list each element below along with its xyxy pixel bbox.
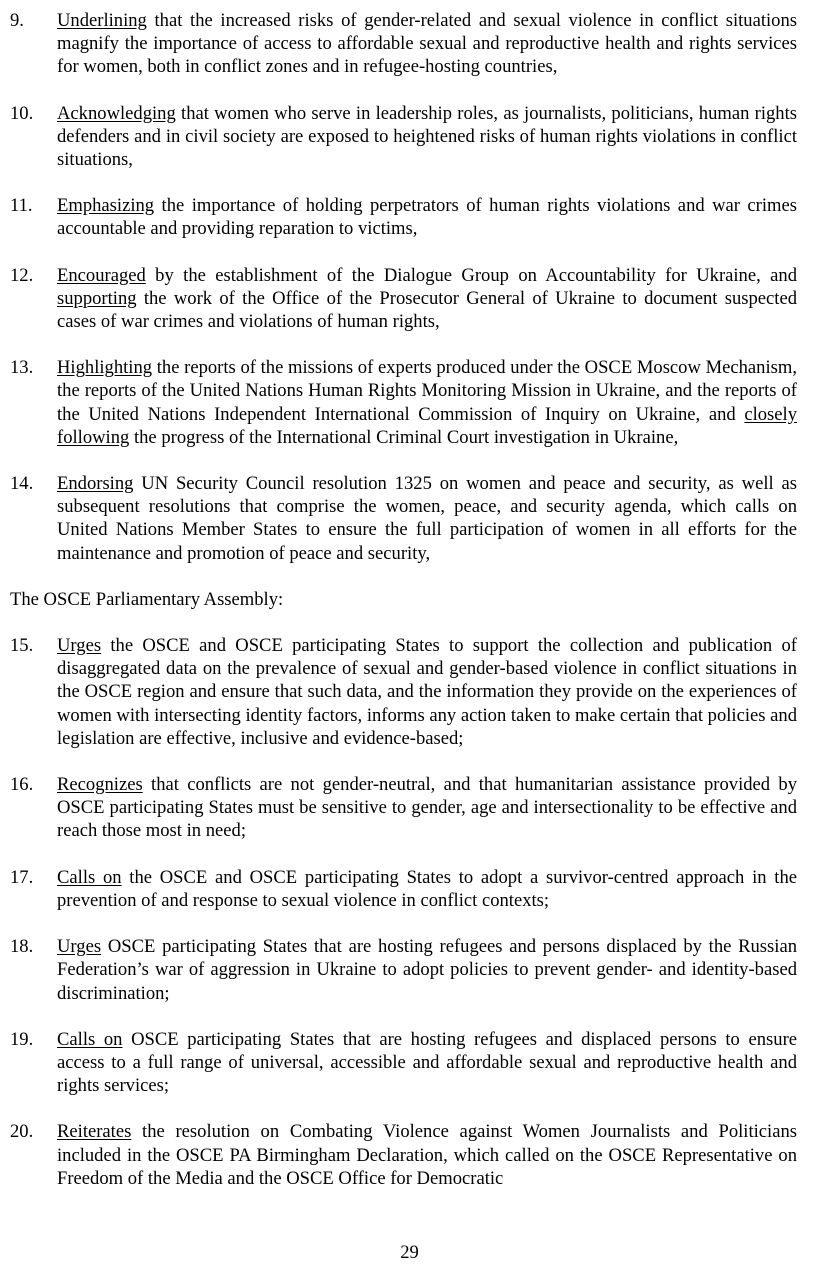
clause-keyword: Acknowledging: [57, 102, 176, 124]
clause-number: 20.: [10, 1121, 34, 1143]
clause-20: [10, 1120, 797, 1190]
clause-text: that the increased risks of gender-related and sexual violence in conflict situations magnify the importance of access to affordable sexual and reproductive health and rights services for women, both in conflict zones and in refugee-hosting countries,: [57, 10, 797, 78]
clause-18: [10, 935, 797, 1005]
clause-number: 19.: [10, 1028, 34, 1050]
clause-text: by the establishment of the Dialogue Group on Accountability for Ukraine, and: [145, 264, 797, 286]
clause-keyword-secondary: supporting: [57, 287, 137, 309]
clause-text: the reports of the missions of experts produced under the OSCE Moscow Mechanism, the reports of the United Nations Human Rights Monitoring Mission in Ukraine, and the reports of the United Nations Independent International Commission of Inquiry on Ukraine, and: [57, 357, 797, 425]
clause-17: [10, 866, 797, 912]
clause-number: 15.: [10, 635, 34, 657]
clause-number: 14.: [10, 473, 34, 495]
clause-keyword: Highlighting: [57, 357, 153, 379]
clause-13: [10, 356, 797, 449]
clause-text: that women who serve in leadership roles, as journalists, politicians, human rights defenders and in civil society are exposed to heightened risks of human rights violations in conflict situations,: [57, 102, 797, 171]
clause-text: that conflicts are not gender-neutral, and that humanitarian assistance provided by OSCE participating States must be sensitive to gender, age and intersectionality to be effective and reach those most in need;: [57, 774, 797, 842]
clause-9: [10, 9, 797, 79]
clause-19: [10, 1028, 797, 1098]
clause-text: the resolution on Combating Violence against Women Journalists and Politicians included in the OSCE PA Birmingham Declaration, which called on the OSCE Representative on Freedom of the Media and the OSCE Office for Democratic: [57, 1121, 797, 1189]
clause-text-continued: the work of the Office of the Prosecutor General of Ukraine to document suspected cases of war crimes and violations of human rights,: [57, 287, 797, 333]
clause-keyword: Urges: [57, 635, 102, 657]
clause-keyword: Emphasizing: [57, 195, 155, 217]
clause-keyword: Urges: [57, 936, 102, 958]
clause-text: the importance of holding perpetrators of human rights violations and war crimes accountable and providing reparation to victims,: [57, 195, 797, 240]
clause-number: 9.: [10, 10, 24, 31]
clause-12: [10, 264, 797, 334]
clause-16: [10, 773, 797, 843]
clause-text: the OSCE and OSCE participating States to support the collection and publication of disaggregated data on the prevalence of sexual and gender-based violence in conflict situations in the OSCE region and ensure that such data, and the information they provide on the experiences of women with intersecting identity factors, informs any action taken to make certain that policies and legislation are effective, inclusive and evidence-based;: [57, 635, 797, 749]
clause-keyword: Endorsing: [57, 473, 134, 495]
section-heading: The OSCE Parliamentary Assembly:: [10, 588, 284, 610]
clause-keyword: Reiterates: [57, 1121, 132, 1143]
clause-number: 11.: [10, 195, 33, 217]
clause-14: [10, 472, 797, 565]
page-number: 29: [400, 1242, 419, 1263]
clause-keyword: Calls on: [57, 866, 122, 888]
clause-number: 10.: [10, 102, 34, 124]
clause-11: [10, 194, 797, 240]
clause-text: OSCE participating States that are hosting refugees and displaced persons to ensure access to a full range of universal, accessible and affordable sexual and reproductive health and rights services;: [57, 1028, 798, 1097]
clause-number: 12.: [10, 264, 34, 286]
clause-keyword: Calls on: [57, 1028, 123, 1050]
preambular-clauses: [10, 9, 797, 565]
clause-keyword: Encouraged: [57, 264, 146, 286]
clause-text-continued: the progress of the International Criminal Court investigation in Ukraine,: [129, 426, 679, 448]
document-page: [10, 9, 797, 1213]
clause-keyword: Recognizes: [57, 774, 143, 796]
clause-keyword: Underlining: [57, 10, 147, 31]
clause-text: UN Security Council resolution 1325 on women and peace and security, as well as subsequent resolutions that comprise the women, peace, and security agenda, which calls on United Nations Member States to ensure the full participation of women in all efforts for the maintenance and promotion of peace and security,: [57, 473, 797, 564]
clause-text: the OSCE and OSCE participating States to adopt a survivor-centred approach in the prevention of and response to sexual violence in conflict contexts;: [57, 866, 797, 911]
clause-10: [10, 102, 797, 172]
clause-number: 17.: [10, 866, 34, 888]
clause-15: [10, 634, 797, 750]
operative-clauses: [10, 634, 797, 1190]
clause-number: 16.: [10, 774, 34, 796]
clause-keyword-secondary: closely following: [57, 403, 797, 448]
clause-number: 13.: [10, 357, 34, 379]
clause-text: OSCE participating States that are hosting refugees and persons displaced by the Russian Federation’s war of aggression in Ukraine to adopt policies to prevent gender- and identity-based discrimination;: [57, 936, 797, 1004]
clause-number: 18.: [10, 936, 34, 958]
